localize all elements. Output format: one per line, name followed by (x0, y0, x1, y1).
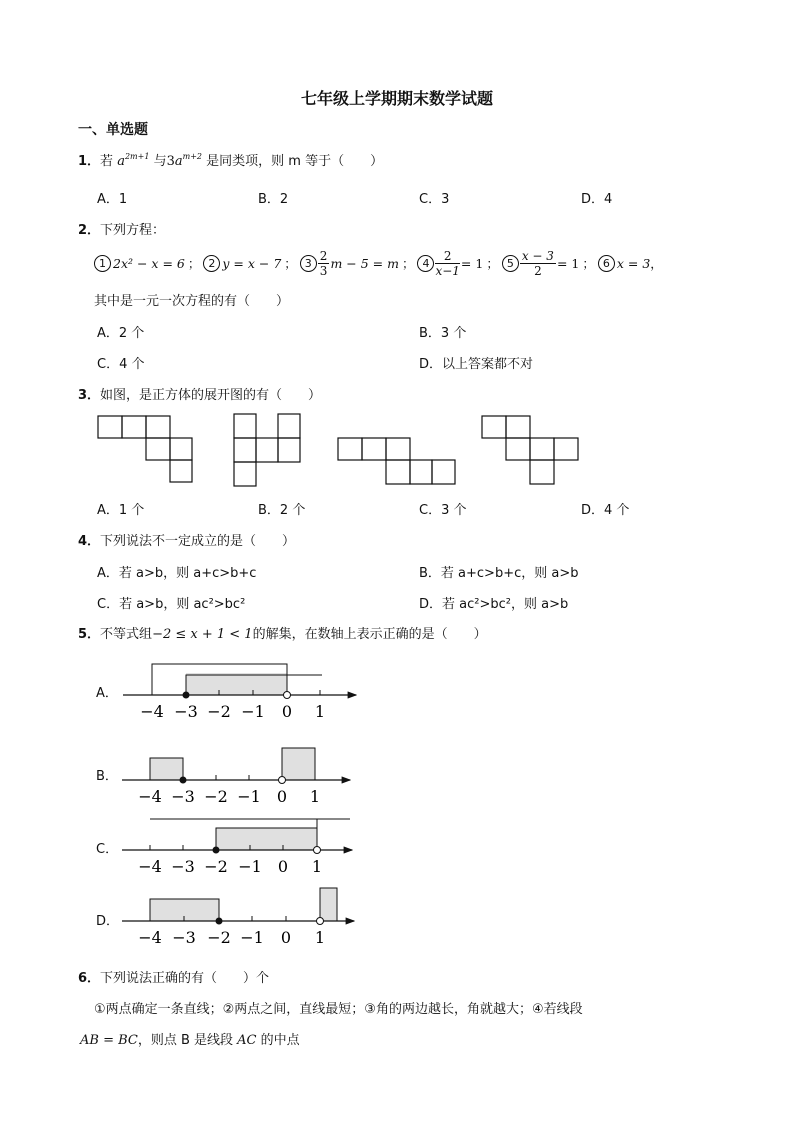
q5-inequality: −2 ≤ x + 1 < 1 (152, 627, 253, 642)
tick-label: 0 (276, 787, 288, 806)
separator: ； (486, 256, 499, 271)
q2-equations (94, 248, 663, 278)
equation-1: 2x² − x = 6 (113, 255, 185, 271)
number-line-a (123, 664, 356, 721)
q1-mid: 与 (153, 154, 167, 169)
fraction-numerator: x − 3 (521, 248, 554, 263)
q3-text: 如图，是正方体的展开图的有（ ） (100, 388, 322, 403)
equation-3-fraction (318, 249, 330, 278)
tick-label: −1 (238, 857, 262, 876)
q3-option-b: B．2 个 (258, 503, 306, 518)
equations-end: ， (650, 256, 663, 271)
q3-option-a: A．1 个 (97, 503, 145, 518)
q6-ab-equals-bc: AB = BC (80, 1033, 138, 1048)
q3-option-d: D．4 个 (581, 503, 630, 518)
tick-label: −4 (140, 702, 164, 721)
question-5 (78, 623, 487, 642)
cube-net-3 (338, 438, 455, 484)
tick-label: −3 (171, 787, 195, 806)
tick-label: −3 (171, 857, 195, 876)
equation-5: = 1 (556, 255, 580, 271)
question-number: 2． (78, 223, 101, 238)
q3-option-c: C．3 个 (419, 503, 467, 518)
fraction-denominator: 3 (319, 263, 328, 278)
circled-number-1: 1 (94, 255, 111, 272)
q4-option-d: D．若 ac²>bc²，则 a>b (419, 597, 569, 612)
tick-label: −3 (174, 702, 198, 721)
q6-text: 下列说法正确的有（ ）个 (100, 971, 270, 986)
tick-label: −1 (241, 702, 265, 721)
q6-segment-ac: AC (237, 1033, 257, 1048)
tick-label: −2 (204, 787, 228, 806)
q1-option-d: D．4 (581, 192, 613, 207)
q6-end: 的中点 (260, 1033, 300, 1048)
equation-2: y = x − 7 (222, 255, 282, 271)
number-line-b (122, 748, 350, 806)
q1-post: 是同类项，则 m 等于（ ） (206, 154, 384, 169)
q6-statement-4 (80, 1029, 300, 1048)
circled-number-5: 5 (502, 255, 519, 272)
cube-net-4 (482, 416, 578, 484)
circled-number-3: 3 (300, 255, 317, 272)
q4-option-a: A．若 a>b，则 a+c>b+c (97, 566, 257, 581)
tick-label: −4 (138, 857, 162, 876)
tick-label: 1 (314, 702, 326, 721)
question-number: 3． (78, 388, 101, 403)
question-6 (78, 967, 269, 986)
question-2 (78, 219, 165, 238)
q5-option-c-label: C． (96, 842, 119, 857)
q2-text: 下列方程： (100, 223, 166, 238)
equation-4-fraction (435, 249, 459, 278)
equation-3: m − 5 = m (330, 255, 399, 271)
circled-number-4: 4 (417, 255, 434, 272)
tick-label: 0 (281, 702, 293, 721)
q5-post: 的解集，在数轴上表示正确的是（ ） (252, 627, 487, 642)
number-line-d (122, 888, 354, 947)
q1-pre: 若 (100, 154, 114, 169)
q4-text: 下列说法不一定成立的是（ ） (100, 534, 296, 549)
equation-4: = 1 (460, 255, 484, 271)
q2-option-a: A．2 个 (97, 326, 145, 341)
cube-net-1 (98, 416, 192, 482)
tick-label: 1 (311, 857, 323, 876)
fraction-denominator: 2 (534, 263, 542, 278)
fraction-denominator: x−1 (435, 263, 460, 278)
separator: ； (284, 256, 297, 271)
question-number: 4． (78, 534, 101, 549)
separator: ； (187, 256, 201, 271)
q1-option-b: B．2 (258, 192, 289, 207)
tick-label: 1 (314, 928, 326, 947)
section-heading: 一、单选题 (78, 122, 148, 138)
q4-option-b: B．若 a+c>b+c，则 a>b (419, 566, 579, 581)
circled-number-2: 2 (203, 255, 220, 272)
question-1 (78, 150, 383, 169)
q2-option-b: B．3 个 (419, 326, 467, 341)
cube-net-figures (0, 405, 620, 495)
q1-exponent-1: 2m+1 (124, 152, 150, 161)
q5-option-d-label: D． (96, 914, 120, 929)
equation-5-fraction (520, 249, 556, 278)
tick-label: −4 (138, 928, 162, 947)
number-line-c (122, 819, 352, 876)
fraction-numerator: 2 (435, 249, 459, 264)
q1-exponent-2: m+2 (182, 152, 203, 161)
q2-option-d: D．以上答案都不对 (419, 357, 534, 372)
tick-label: −4 (138, 787, 162, 806)
q1-base-2: a (174, 154, 183, 169)
circled-number-6: 6 (598, 255, 615, 272)
fraction-numerator: 2 (319, 248, 328, 263)
q5-option-b-label: B． (96, 769, 118, 784)
equation-6: x = 3 (616, 255, 651, 271)
separator: ； (401, 256, 415, 271)
q1-option-a: A．1 (97, 192, 128, 207)
tick-label: −2 (207, 928, 231, 947)
q5-pre: 不等式组 (100, 627, 153, 642)
separator: ； (582, 256, 595, 271)
tick-label: −2 (207, 702, 231, 721)
question-number: 6． (78, 971, 101, 986)
q5-option-a-label: A． (96, 686, 118, 701)
tick-label: −1 (240, 928, 264, 947)
tick-label: 1 (309, 787, 321, 806)
question-3 (78, 384, 321, 403)
q2-text-2: 其中是一元一次方程的有（ ） (94, 294, 290, 309)
tick-label: −2 (204, 857, 228, 876)
q1-option-c: C．3 (419, 192, 450, 207)
tick-label: −1 (237, 787, 261, 806)
question-4 (78, 530, 295, 549)
q1-coefficient: 3 (166, 154, 175, 169)
tick-label: 0 (280, 928, 292, 947)
q6-mid: ，则点 B 是线段 (137, 1033, 234, 1048)
tick-label: 0 (277, 857, 289, 876)
q2-option-c: C．4 个 (97, 357, 145, 372)
cube-net-2 (234, 414, 300, 486)
q1-base: a (117, 154, 125, 169)
question-number: 1． (78, 154, 101, 169)
q4-option-c: C．若 a>b，则 ac²>bc² (97, 597, 246, 612)
question-number: 5． (78, 627, 101, 642)
number-line-figures (0, 655, 380, 950)
page-title: 七年级上学期期末数学试题 (300, 89, 493, 108)
q6-statements: ①两点确定一条直线；②两点之间，直线最短；③角的两边越长，角就越大；④若线段 (94, 1002, 583, 1017)
tick-label: −3 (172, 928, 196, 947)
